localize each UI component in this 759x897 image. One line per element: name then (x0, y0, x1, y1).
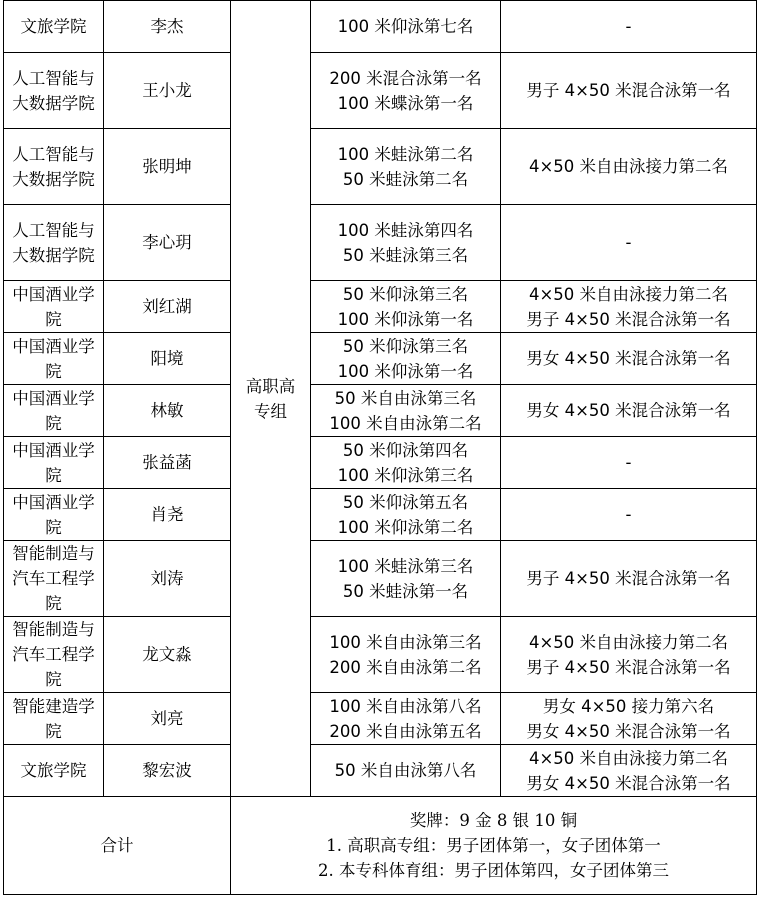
athlete-name: 刘红湖 (104, 281, 231, 333)
individual-result: 100 米蛙泳第三名 (337, 556, 474, 576)
table-row (4, 205, 757, 281)
team-result: 男女 4×50 米混合泳第一名 (526, 401, 731, 420)
individual-result: 100 米蛙泳第二名 (337, 144, 474, 164)
athlete-name: 刘涛 (104, 541, 231, 617)
college-cell: 人工智能与大数据学院 (4, 53, 104, 129)
team-results (501, 281, 757, 333)
individual-results (311, 385, 501, 437)
table-row (4, 281, 757, 333)
individual-result: 50 米蛙泳第一名 (342, 581, 469, 601)
individual-results (311, 541, 501, 617)
total-summary (231, 797, 757, 895)
college-cell: 智能制造与汽车工程学院 (4, 617, 104, 693)
team-result: 男女 4×50 米混合泳第一名 (526, 721, 731, 741)
individual-results (311, 53, 501, 129)
individual-result: 100 米仰泳第二名 (337, 517, 474, 537)
college-cell: 人工智能与大数据学院 (4, 129, 104, 205)
athlete-name: 李心玥 (104, 205, 231, 281)
team-result: 4×50 米自由泳接力第二名 (528, 157, 729, 176)
table-row (4, 489, 757, 541)
team-results (501, 617, 757, 693)
table-row (4, 385, 757, 437)
athlete-name: 黎宏波 (104, 745, 231, 797)
individual-results (311, 745, 501, 797)
individual-result: 50 米仰泳第五名 (342, 492, 469, 512)
individual-result: 200 米自由泳第二名 (329, 657, 482, 677)
team-results (501, 489, 757, 541)
individual-result: 100 米自由泳第二名 (329, 413, 482, 433)
team-result: 4×50 米自由泳接力第二名 (528, 748, 729, 768)
individual-result: 50 米仰泳第三名 (342, 284, 469, 304)
athlete-name: 刘亮 (104, 693, 231, 745)
team-result: - (625, 233, 632, 252)
total-label: 合计 (4, 797, 231, 895)
team-result: 男女 4×50 米混合泳第一名 (526, 773, 731, 793)
team-result: 4×50 米自由泳接力第二名 (528, 632, 729, 652)
college-cell: 智能建造学院 (4, 693, 104, 745)
college-cell: 中国酒业学院 (4, 489, 104, 541)
individual-result: 50 米仰泳第四名 (342, 440, 469, 460)
table-row (4, 1, 757, 53)
individual-result: 100 米蛙泳第四名 (337, 220, 474, 240)
team-results (501, 129, 757, 205)
team-result: 男子 4×50 米混合泳第一名 (526, 657, 731, 677)
individual-result: 100 米仰泳第一名 (337, 309, 474, 329)
results-table-body (4, 1, 757, 895)
summary-note-2: 2. 本专科体育组：男子团体第四，女子团体第三 (318, 861, 669, 880)
individual-result: 100 米仰泳第三名 (337, 465, 474, 485)
team-results (501, 205, 757, 281)
college-cell: 中国酒业学院 (4, 437, 104, 489)
medal-summary: 奖牌：9 金 8 银 10 铜 (409, 811, 578, 830)
table-row (4, 53, 757, 129)
table-row (4, 333, 757, 385)
team-results (501, 333, 757, 385)
team-result: - (625, 17, 632, 36)
table-row (4, 745, 757, 797)
athlete-name: 张明坤 (104, 129, 231, 205)
table-row (4, 541, 757, 617)
table-row (4, 129, 757, 205)
group-cell: 高职高专组 (231, 1, 311, 797)
summary-note-1: 1. 高职高专组：男子团体第一，女子团体第一 (326, 836, 661, 855)
team-results (501, 693, 757, 745)
athlete-name: 王小龙 (104, 53, 231, 129)
athlete-name: 林敏 (104, 385, 231, 437)
individual-result: 50 米自由泳第八名 (334, 761, 477, 780)
athlete-name: 李杰 (104, 1, 231, 53)
college-cell: 中国酒业学院 (4, 385, 104, 437)
individual-results (311, 437, 501, 489)
individual-results (311, 129, 501, 205)
college-cell: 人工智能与大数据学院 (4, 205, 104, 281)
college-cell: 智能制造与汽车工程学院 (4, 541, 104, 617)
athlete-name: 龙文淼 (104, 617, 231, 693)
team-results (501, 745, 757, 797)
individual-result: 50 米自由泳第三名 (334, 388, 477, 408)
total-row (4, 797, 757, 895)
team-results (501, 541, 757, 617)
table-row (4, 437, 757, 489)
individual-results (311, 1, 501, 53)
individual-result: 200 米自由泳第五名 (329, 721, 482, 741)
individual-result: 100 米仰泳第一名 (337, 361, 474, 381)
athlete-name: 张益菡 (104, 437, 231, 489)
team-result: - (625, 453, 632, 472)
individual-results (311, 489, 501, 541)
individual-result: 100 米自由泳第八名 (329, 696, 482, 716)
individual-results (311, 205, 501, 281)
individual-results (311, 281, 501, 333)
college-cell: 文旅学院 (4, 1, 104, 53)
team-result: 男女 4×50 米混合泳第一名 (526, 349, 731, 368)
team-result: 男子 4×50 米混合泳第一名 (526, 569, 731, 588)
team-results (501, 1, 757, 53)
individual-result: 200 米混合泳第一名 (329, 68, 482, 88)
college-cell: 文旅学院 (4, 745, 104, 797)
team-results (501, 53, 757, 129)
individual-result: 100 米仰泳第七名 (337, 17, 474, 36)
team-results (501, 385, 757, 437)
individual-results (311, 617, 501, 693)
college-cell: 中国酒业学院 (4, 281, 104, 333)
individual-result: 100 米自由泳第三名 (329, 632, 482, 652)
team-result: 4×50 米自由泳接力第二名 (528, 284, 729, 304)
individual-result: 100 米蝶泳第一名 (337, 93, 474, 113)
individual-results (311, 333, 501, 385)
individual-result: 50 米蛙泳第二名 (342, 169, 469, 189)
individual-result: 50 米仰泳第三名 (342, 336, 469, 356)
team-result: - (625, 505, 632, 524)
individual-result: 50 米蛙泳第三名 (342, 245, 469, 265)
table-row (4, 693, 757, 745)
team-result: 男女 4×50 接力第六名 (542, 696, 715, 716)
individual-results (311, 693, 501, 745)
athlete-name: 阳境 (104, 333, 231, 385)
college-cell: 中国酒业学院 (4, 333, 104, 385)
team-results (501, 437, 757, 489)
team-result: 男子 4×50 米混合泳第一名 (526, 81, 731, 100)
results-table (3, 0, 757, 895)
athlete-name: 肖尧 (104, 489, 231, 541)
team-result: 男子 4×50 米混合泳第一名 (526, 309, 731, 329)
table-row (4, 617, 757, 693)
